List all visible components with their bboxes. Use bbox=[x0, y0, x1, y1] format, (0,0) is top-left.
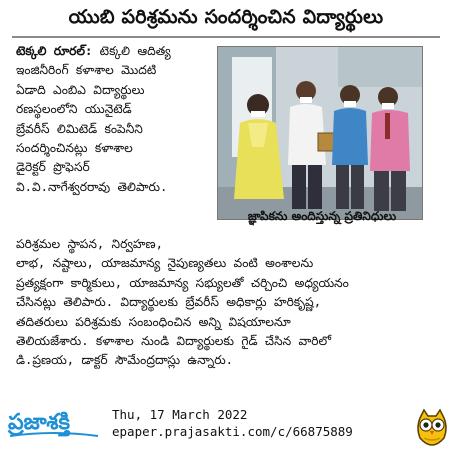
body-line: తెలియజేశారు. కళాశాల నుండి విద్యార్థులకు గైడ్ చేసిన వారిలో bbox=[16, 333, 332, 348]
owl-icon bbox=[414, 408, 450, 446]
body-line: సందర్శించినట్లు కళాశాల bbox=[16, 140, 133, 155]
body-line: చేసినట్లు తెలిపారు. విద్యార్థులకు బ్రేవరీస్ అధికార్లు హరికృష్ణ, bbox=[16, 295, 322, 310]
epaper-meta bbox=[112, 406, 353, 440]
prajasakti-logo[interactable] bbox=[6, 402, 102, 444]
body-line: పరిశ్రమల స్థాపన, నిర్వహణ, bbox=[16, 237, 163, 251]
body-line: రణస్థలంలోని యునైటెడ్ bbox=[16, 102, 132, 117]
prajasakti-logo-icon bbox=[6, 402, 102, 444]
dateline: టెక్కలి రూరల్: bbox=[16, 44, 93, 58]
body-line: ఇంజినీరింగ్ కళాశాల మొదటి bbox=[16, 63, 157, 78]
news-clipping bbox=[8, 0, 452, 398]
article-photo bbox=[217, 46, 423, 220]
photo-illustration bbox=[218, 47, 422, 219]
photo-caption: జ్ఞాపికను అందిస్తున్న ప్రతినిధులు bbox=[247, 208, 397, 223]
logo-text: ప్రజాశక్తి bbox=[8, 410, 71, 435]
epaper-footer bbox=[0, 398, 456, 450]
article-column-left bbox=[16, 42, 212, 197]
article-column-full bbox=[16, 235, 444, 371]
body-line: వి.వి.నాగేశ్వరరావు తెలిపారు. bbox=[16, 179, 168, 194]
edition-date: Thu, 17 March 2022 bbox=[112, 407, 248, 422]
article-headline: యుబి పరిశ్రమను సందర్శించిన విద్యార్థులు bbox=[12, 2, 440, 38]
body-line: ప్రత్యక్షంగా కార్మికులు, యాజమాన్య సభ్యులతో చర్చించి అధ్యయనం bbox=[16, 275, 349, 290]
epaper-link[interactable]: epaper.prajasakti.com/c/66875889 bbox=[112, 424, 353, 439]
body-line: లాభ, నష్టాలు, యాజమాన్య నైపుణ్యతలు వంటి అంశాలను bbox=[16, 256, 314, 271]
body-line: తదితరులు పరిశ్రమకు సంబంధించిన అన్ని విషయాలనూ bbox=[16, 314, 291, 329]
body-line: డి.ప్రణయ, డాక్టర్ సౌమేంద్రదాస్లు ఉన్నారు. bbox=[16, 353, 234, 368]
body-line: టెక్కలి ఆదిత్య bbox=[99, 44, 171, 58]
body-line: ఏడాది ఎంబిఎ విద్యార్థులు bbox=[16, 82, 145, 97]
body-line: బ్రేవరీస్ లిమిటెడ్ కంపెనీని bbox=[16, 121, 143, 136]
body-line: డైరెక్టర్ ప్రొఫెసర్ bbox=[16, 160, 90, 175]
